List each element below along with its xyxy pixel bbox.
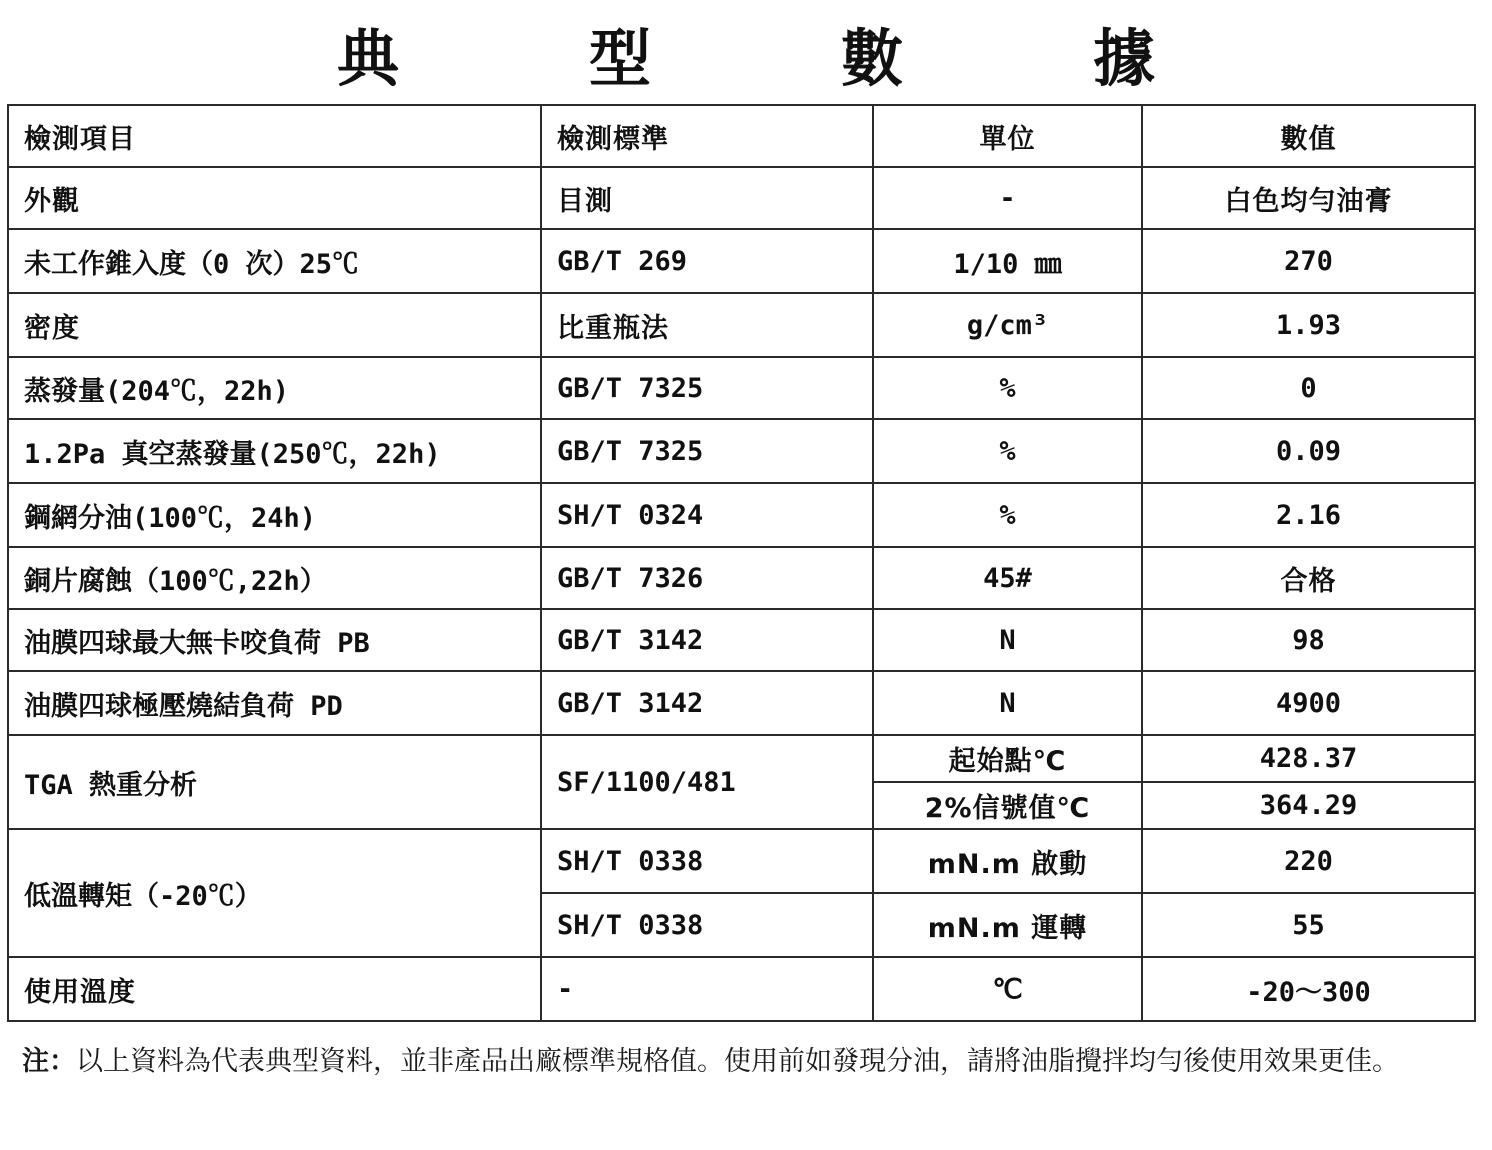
table-row	[8, 609, 1475, 671]
footnote	[22, 1028, 1484, 1096]
table-header-row	[8, 105, 1475, 167]
cell-value: 4900	[1142, 671, 1475, 735]
table-row	[8, 419, 1475, 483]
cell-unit: ℃	[873, 957, 1142, 1021]
table-row	[8, 357, 1475, 419]
cell-item: 外觀	[8, 167, 541, 229]
cell-item: 鋼網分油(100℃，24h)	[8, 483, 541, 547]
typical-data-table	[7, 104, 1476, 1022]
header-standard: 檢測標準	[541, 105, 873, 167]
cell-unit: %	[873, 357, 1142, 419]
cell-unit: N	[873, 671, 1142, 735]
cell-item: 未工作錐入度（0 次）25℃	[8, 229, 541, 293]
page-title: 典 型 數 據	[336, 22, 1219, 95]
table-row	[8, 483, 1475, 547]
cell-unit: %	[873, 483, 1142, 547]
cell-value: 364.29	[1142, 782, 1475, 829]
cell-item: 油膜四球極壓燒結負荷 PD	[8, 671, 541, 735]
table-row	[8, 547, 1475, 609]
header-value: 數值	[1142, 105, 1475, 167]
header-unit: 單位	[873, 105, 1142, 167]
cell-unit: -	[873, 167, 1142, 229]
cell-item: 低溫轉矩（-20℃）	[8, 829, 541, 957]
cell-unit: %	[873, 419, 1142, 483]
cell-standard: SH/T 0338	[541, 829, 873, 893]
cell-standard: SH/T 0324	[541, 483, 873, 547]
header-item: 檢測項目	[8, 105, 541, 167]
cell-unit: 1/10 ㎜	[873, 229, 1142, 293]
cell-item: 密度	[8, 293, 541, 357]
cell-standard: GB/T 269	[541, 229, 873, 293]
cell-value: 1.93	[1142, 293, 1475, 357]
cell-value: 55	[1142, 893, 1475, 957]
footnote-text: 以上資料為代表典型資料，並非產品出廠標準規格值。使用前如發現分油，請將油脂攪拌均勻後使用效果更佳。	[76, 1046, 1399, 1077]
cell-unit: 2%信號值℃	[873, 782, 1142, 829]
cell-item: 蒸發量(204℃，22h)	[8, 357, 541, 419]
cell-unit: mN.m 運轉	[873, 893, 1142, 957]
cell-value: 0	[1142, 357, 1475, 419]
cell-value: 白色均勻油膏	[1142, 167, 1475, 229]
cell-standard: -	[541, 957, 873, 1021]
cell-standard: GB/T 7325	[541, 357, 873, 419]
table-row-tga	[8, 735, 1475, 782]
table-row	[8, 957, 1475, 1021]
cell-value: -20～300	[1142, 957, 1475, 1021]
cell-item: TGA 熱重分析	[8, 735, 541, 829]
cell-value: 428.37	[1142, 735, 1475, 782]
cell-item: 1.2Pa 真空蒸發量(250℃，22h)	[8, 419, 541, 483]
cell-standard: 比重瓶法	[541, 293, 873, 357]
cell-item: 銅片腐蝕（100℃,22h）	[8, 547, 541, 609]
cell-standard: GB/T 3142	[541, 671, 873, 735]
cell-standard: GB/T 7326	[541, 547, 873, 609]
cell-unit: mN.m 啟動	[873, 829, 1142, 893]
cell-value: 合格	[1142, 547, 1475, 609]
table-row	[8, 167, 1475, 229]
cell-value: 270	[1142, 229, 1475, 293]
table-row-torque	[8, 829, 1475, 893]
cell-standard: GB/T 3142	[541, 609, 873, 671]
cell-unit: N	[873, 609, 1142, 671]
cell-standard: SF/1100/481	[541, 735, 873, 829]
cell-unit: 起始點℃	[873, 735, 1142, 782]
table-row	[8, 671, 1475, 735]
cell-standard: 目測	[541, 167, 873, 229]
cell-unit: g/cm³	[873, 293, 1142, 357]
cell-value: 2.16	[1142, 483, 1475, 547]
cell-value: 0.09	[1142, 419, 1475, 483]
cell-standard: GB/T 7325	[541, 419, 873, 483]
cell-item: 油膜四球最大無卡咬負荷 PB	[8, 609, 541, 671]
cell-unit: 45#	[873, 547, 1142, 609]
cell-value: 220	[1142, 829, 1475, 893]
cell-value: 98	[1142, 609, 1475, 671]
table-row	[8, 293, 1475, 357]
table-row	[8, 229, 1475, 293]
footnote-lead: 注：	[22, 1046, 76, 1077]
cell-standard: SH/T 0338	[541, 893, 873, 957]
cell-item: 使用溫度	[8, 957, 541, 1021]
